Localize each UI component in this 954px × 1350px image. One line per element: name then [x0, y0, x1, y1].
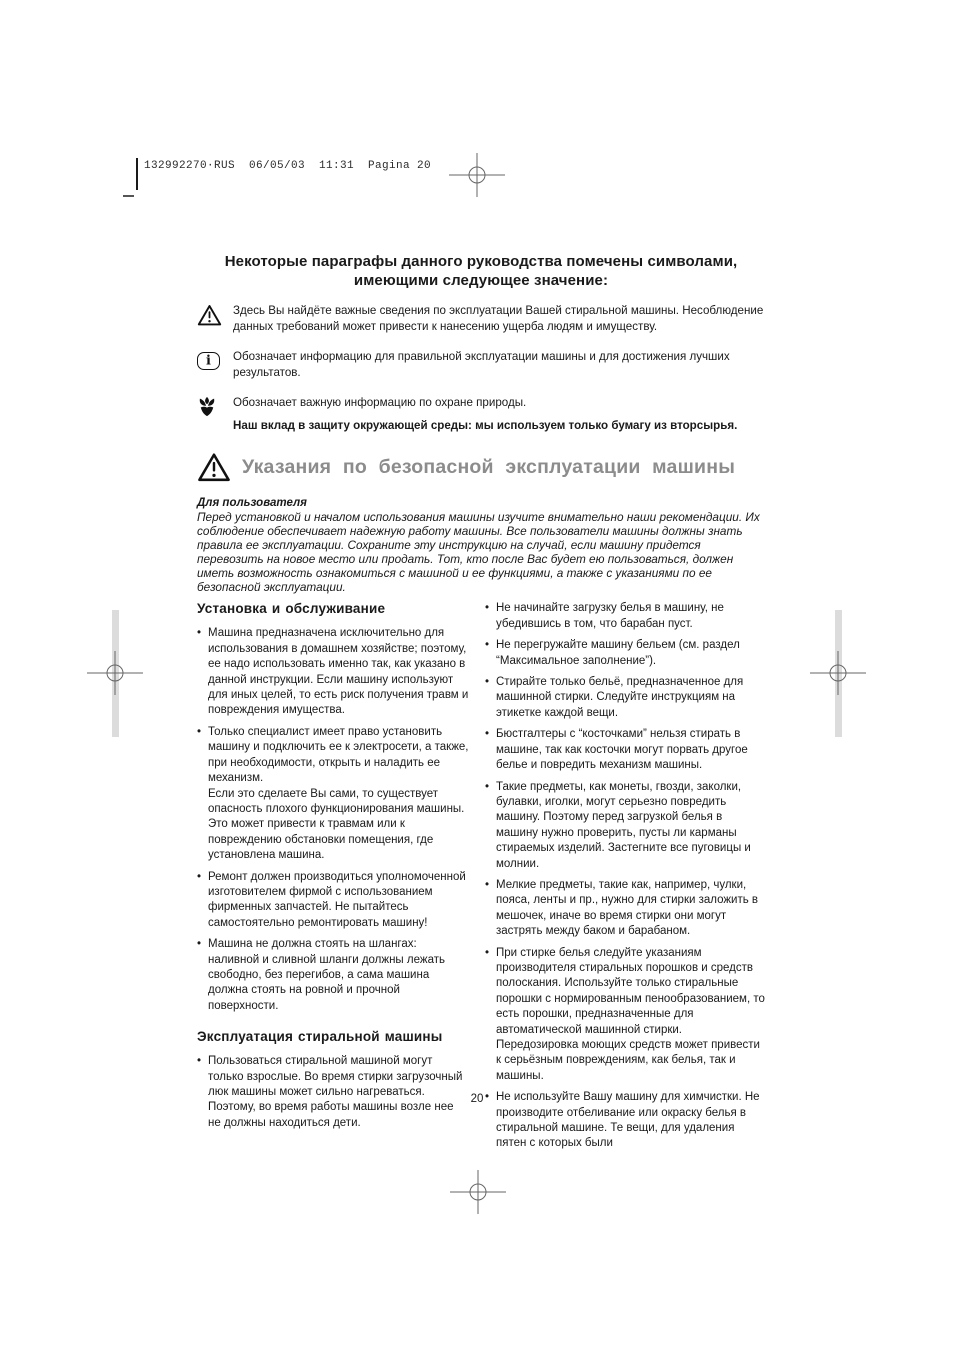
bullet-icon: •	[485, 878, 490, 891]
page-title-line1: Некоторые параграфы данного руководства помечены символами,	[224, 253, 738, 270]
page-edge-tick	[123, 195, 134, 197]
flower-icon	[197, 395, 233, 422]
safety-bullet-list	[485, 601, 765, 1151]
bullet-icon: •	[197, 1055, 202, 1068]
list-item-paragraph: Не перегружайте машину бельем (см. раздел “Максимальное заполнение”).	[496, 639, 740, 667]
page-edge-bar	[136, 158, 138, 190]
bullet-icon: •	[197, 938, 202, 951]
bullet-icon: •	[485, 780, 490, 793]
registration-mark-icon	[449, 153, 505, 197]
symbol-row-info	[197, 349, 765, 381]
list-item-paragraph: Только специалист имеет право установить машину и подключить ее к электросети, а также, при необходимости, открыть и наладить ее механизм.	[208, 725, 469, 785]
bullet-icon: •	[197, 870, 202, 883]
list-item	[485, 601, 765, 632]
bullet-icon: •	[485, 1091, 490, 1104]
bullet-icon: •	[485, 728, 490, 741]
section-heading: Указания по безопасной эксплуатации машины	[242, 455, 736, 478]
list-item-paragraph: Если это сделаете Вы сами, то существует опасность плохого функционирования машины. Это может привести к травмам или к повреждению обстановки помещения, где установлена машина.	[208, 787, 465, 862]
page-number: 20	[470, 1093, 484, 1105]
list-item-paragraph: Машина предназначена исключительно для использования в домашнем хозяйстве; поэтому, ее надо использовать именно так, как указано в данной инструкции. Если машину используют для иных целей, то есть риск получения травм и повреждения имущества.	[208, 627, 469, 717]
subsection-heading-installation: Установка и обслуживание	[197, 601, 386, 617]
installation-bullet-list	[197, 626, 469, 1014]
list-item-paragraph: Передозировка моющих средств может привести к серьёзным повреждениям, как белья, так и машины.	[496, 1039, 760, 1082]
document-content	[197, 252, 765, 1158]
eco-text: Обозначает важную информацию по охране природы.	[233, 396, 527, 409]
for-user-label: Для пользователя	[197, 497, 307, 509]
bullet-icon: •	[197, 627, 202, 640]
column-gap	[469, 601, 485, 1157]
warning-triangle-icon	[197, 303, 233, 326]
warning-symbol-text: Здесь Вы найдёте важные сведения по эксплуатации Вашей стиральной машины. Несоблюдение данных требований может привести к нанесению ущерба людям и имуществу.	[233, 304, 764, 333]
list-item	[485, 1090, 765, 1152]
bullet-icon: •	[485, 676, 490, 689]
info-icon: i	[197, 349, 233, 370]
list-item-paragraph: Не используйте Вашу машину для химчистки. Не производите отбеливание или окраску белья в стиральной машине. Те вещи, для удаления пятен с которых были	[496, 1091, 760, 1150]
for-user-intro-text: Перед установкой и началом использования машины изучите внимательно наши рекомендации. Их соблюдение обеспечивает надежную работу машины. Все пользователи машины должны знать правила ее эксплуатации. Сохраните эту инструкцию на случай, если машину придется перевозить на новое место или продать. Тот, кто после Вас будет ею пользоваться, должен иметь возможность ознакомиться с машиной и ее функциями, а также с указаниями по ее безопасной эксплуатации.	[197, 510, 760, 594]
registration-mark-icon	[87, 651, 143, 695]
list-item-paragraph: Машина не должна стоять на шлангах: наливной и сливной шланги должны лежать свободно, без перегибов, а сама машина должна стоять на ровной и прочной поверхности.	[208, 938, 445, 1012]
list-item-paragraph: Ремонт должен производиться уполномоченной изготовителем фирмой с использованием фирменных запчастей. Не пытайтесь самостоятельно ремонтировать машину!	[208, 870, 466, 929]
bullet-icon: •	[485, 946, 490, 959]
list-item-paragraph: Бюстгалтеры с “косточками” нельзя стирать в машине, так как косточки могут порвать другое белье и повредить механизм машины.	[496, 728, 748, 772]
list-item-paragraph: При стирке белья следуйте указаниям производителя стиральных порошков и средств полоскания. Используйте только стиральные порошки с нормированным пенообразованием, то есть порошки, предназначенные для автоматической машинной стирки.	[496, 946, 765, 1036]
right-column	[485, 601, 765, 1157]
list-item-paragraph: Мелкие предметы, такие как, например, чулки, пояса, ленты и пр., нужно для стирки заложить в мешочек, иначе во время стирки они могут застрять между баком и барабаном.	[496, 878, 759, 938]
symbol-row-eco	[197, 395, 765, 434]
bullet-icon: •	[485, 602, 490, 615]
page-title	[197, 252, 765, 290]
info-symbol-text: Обозначает информацию для правильной эксплуатации машины и для достижения лучших результатов.	[233, 350, 730, 379]
bullet-icon: •	[485, 639, 490, 652]
list-item-paragraph: Такие предметы, как монеты, гвозди, заколки, булавки, иголки, могут серьезно повредить машину. Поэтому перед загрузкой белья в машину нужно проверить, пусты ли карманы стираемых изделий. Застегните все пуговицы и молнии.	[496, 780, 751, 870]
list-item-paragraph: Стирайте только бельё, предназначенное для машинной стирки. Следуйте инструкциям на этикетке каждой вещи.	[496, 676, 744, 719]
proof-header: 132992270·RUS 06/05/03 11:31 Pagina 20	[144, 160, 432, 172]
warning-triangle-icon	[197, 452, 231, 482]
two-column-body	[197, 601, 765, 1157]
list-item	[197, 870, 469, 932]
eco-symbol-text	[233, 395, 765, 434]
page-title-line2: имеющими следующее значение:	[353, 272, 609, 289]
eco-bold-text: Наш вклад в защиту окружающей среды: мы используем только бумагу из вторсырья.	[233, 419, 738, 432]
list-item	[485, 780, 765, 872]
list-item	[197, 626, 469, 718]
registration-mark-icon	[810, 651, 866, 695]
bullet-icon: •	[197, 725, 202, 738]
registration-mark-icon	[450, 1170, 506, 1214]
subsection-heading-operation: Эксплуатация стиральной машины	[197, 1029, 443, 1045]
list-item	[485, 878, 765, 940]
list-item	[485, 946, 765, 1085]
list-item	[485, 638, 765, 669]
list-item	[485, 727, 765, 773]
safety-heading-row	[197, 452, 765, 482]
list-item-paragraph: Не начинайте загрузку белья в машину, не убедившись в том, что барабан пуст.	[496, 602, 724, 630]
list-item	[197, 937, 469, 1014]
list-item	[485, 675, 765, 721]
left-column	[197, 601, 469, 1157]
list-item	[197, 725, 469, 864]
symbol-row-warning	[197, 303, 765, 335]
list-item-paragraph: Пользоваться стиральной машиной могут только взрослые. Во время стирки загрузочный люк машины может сильно нагреваться. Поэтому, во время работы машины возле нее не должны находиться дети.	[208, 1055, 463, 1129]
